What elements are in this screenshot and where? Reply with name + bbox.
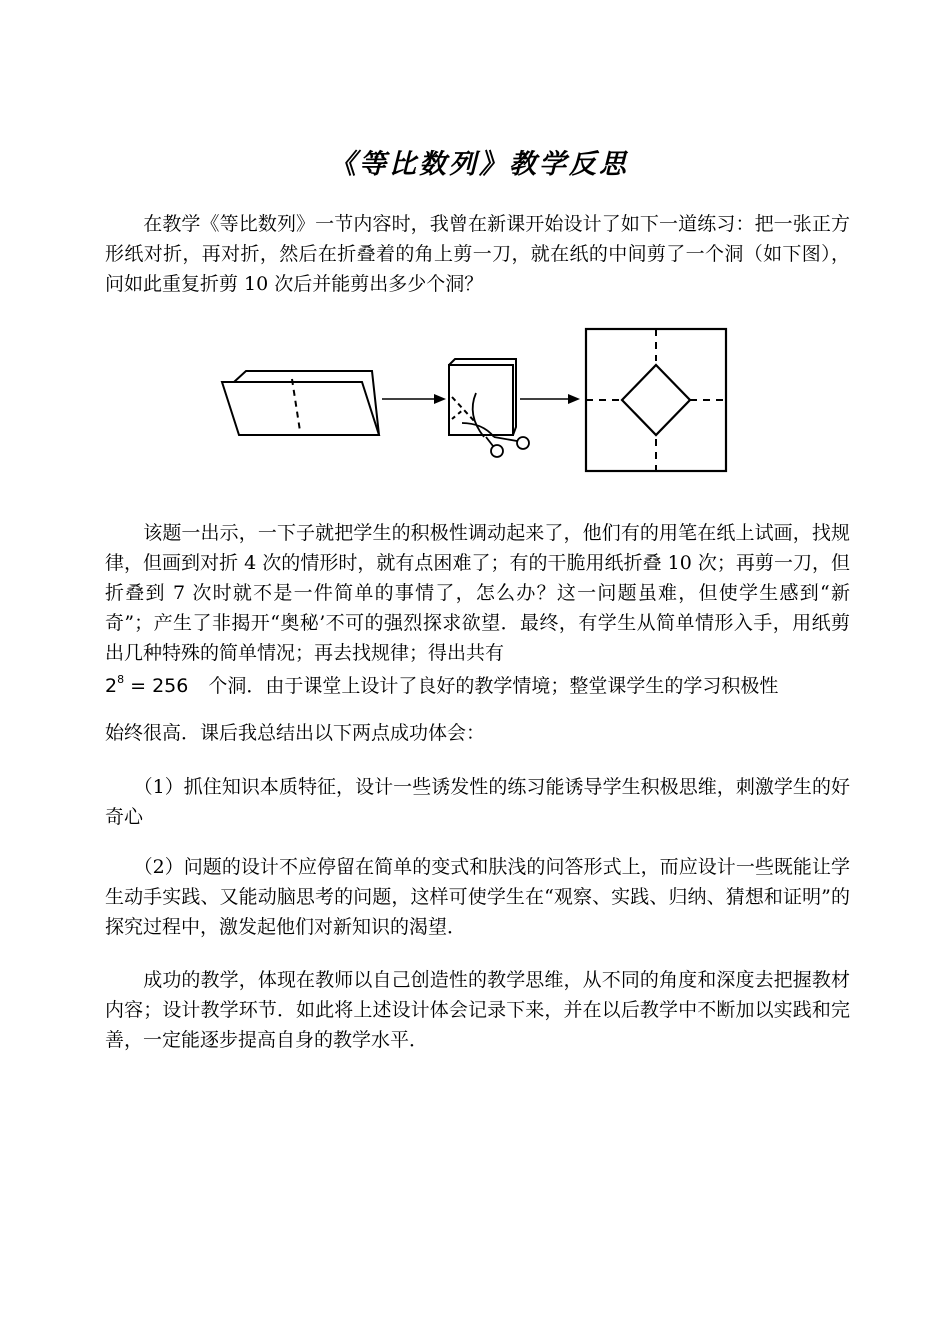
unfolded-square-with-hole (586, 329, 726, 471)
power-exponent: 8 (117, 673, 125, 686)
paragraph-point-2: （2）问题的设计不应停留在简单的变式和肤浅的问答形式上，而应设计一些既能让学生动手实践、又能动脑思考的问题，这样可使学生在“观察、实践、归纳、猜想和证明”的探究过程中，激发起他们对新知识的渴望． (105, 856, 850, 938)
arrow-icon-2 (520, 394, 580, 404)
paragraph-reaction: 该题一出示，一下子就把学生的积极性调动起来了，他们有的用笔在纸上试画，找规律，但画到对折 4 次的情形时，就有点困难了；有的干脆用纸折叠 10 次；再剪一刀，但折叠到 7 次时就不是一件简单的事情了，怎么办？这一问题虽难，但使学生感到“新奇”；产生了非揭开“奥秘’不可的强烈探求欲望．最终，有学生从简单情形入手，用纸剪出几种特殊的简单情况；再去找规律；得出共有 (105, 522, 850, 664)
folded-paper-shape (222, 371, 379, 435)
arrow-icon-1 (382, 394, 446, 404)
folded-square-with-scissors (449, 359, 529, 457)
power-expression (105, 675, 188, 697)
folding-diagram (214, 327, 734, 477)
power-base: 2 (105, 675, 118, 697)
paragraph-summary-lead: 始终很高．课后我总结出以下两点成功体会： (105, 722, 486, 744)
paragraph-intro: 在教学《等比数列》一节内容时，我曾在新课开始设计了如下一道练习：把一张正方形纸对折，再对折，然后在折叠着的角上剪一刀，就在纸的中间剪了一个洞（如下图），问如此重复折剪 10 次后并能剪出多少个洞？ (105, 213, 850, 295)
math-result-line (105, 664, 850, 696)
document-title: 《等比数列》教学反思 (329, 149, 629, 180)
power-value: = 256 (124, 675, 189, 697)
math-line-text: 个洞．由于课堂上设计了良好的教学情境；整堂课学生的学习积极性 (208, 675, 779, 697)
paper-folding-figure (214, 327, 734, 481)
paragraph-conclusion: 成功的教学，体现在教师以自己创造性的教学思维，从不同的角度和深度去把握教材内容；设计教学环节．如此将上述设计体会记录下来，并在以后教学中不断加以实践和完善，一定能逐步提高自身的教学水平． (105, 969, 850, 1051)
paragraph-point-1: （1）抓住知识本质特征，设计一些诱发性的练习能诱导学生积极思维，刺激学生的好奇心 (105, 776, 850, 828)
